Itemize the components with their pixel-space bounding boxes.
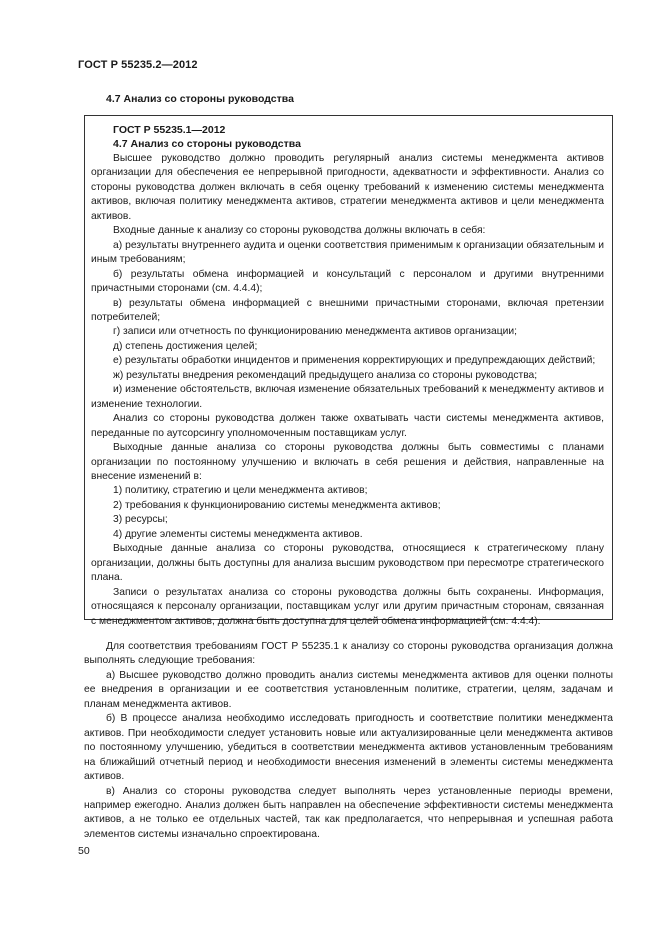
page-number: 50 — [78, 845, 90, 857]
quote-paragraph: Выходные данные анализа со стороны руководства должны быть совместимы с планами организации по постоянному улучшению и включать в себя решения и действия, направленные на внесение изменений в: — [91, 442, 604, 482]
quote-list-item: 3) ресурсы; — [113, 514, 168, 526]
quote-list-item: 4) другие элементы системы менеджмента активов. — [113, 528, 363, 540]
quote-list-item: и) изменение обстоятельств, включая изменение обязательных требований к менеджменту активов и изменение технологии. — [91, 384, 604, 410]
body-list-item: а) Высшее руководство должно проводить анализ системы менеджмента активов для оценки полноты ее внедрения в организации и ее соответствия установленным политике, стратегии, целям, задачам и планам менеджмента активов. — [84, 669, 613, 710]
quote-paragraph: Записи о результатах анализа со стороны руководства должны быть сохранены. Информация, относящаяся к персоналу организации, поставщикам услуг или другим причастным сторонам, связанная с менеджментом активов, должна быть доступна для целей обмена информацией (см. 4.4.4). — [91, 586, 604, 627]
quote-list-item: г) записи или отчетность по функционированию менеджмента активов организации; — [113, 326, 518, 338]
quote-list-item: д) степень достижения целей; — [113, 340, 258, 352]
quote-list-item: 1) политику, стратегию и цели менеджмента активов; — [113, 485, 368, 497]
quoted-standard-box — [84, 115, 613, 627]
section-title: 4.7 Анализ со стороны руководства — [106, 93, 294, 105]
quote-paragraph: Анализ со стороны руководства должен также охватывать части системы менеджмента активов, переданные по аутсорсингу уполномоченным поставщикам услуг. — [91, 413, 604, 439]
quoted-standard-code: ГОСТ Р 55235.1—2012 — [113, 124, 226, 136]
quote-paragraph: Входные данные к анализу со стороны руководства должны включать в себя: — [113, 225, 486, 237]
quote-list-item: 2) требования к функционированию системы менеджмента активов; — [113, 499, 441, 511]
body-paragraph: Для соответствия требованиям ГОСТ Р 55235.1 к анализу со стороны руководства организация должна выполнять следующие требования: — [84, 641, 613, 667]
quote-list-item: ж) результаты внедрения рекомендаций предыдущего анализа со стороны руководства; — [113, 369, 538, 381]
document-header: ГОСТ Р 55235.2—2012 — [78, 59, 198, 71]
quote-list-item: а) результаты внутреннего аудита и оценки соответствия применимым к организации обязательным и иным требованиям; — [91, 239, 604, 266]
quoted-section-title: 4.7 Анализ со стороны руководства — [113, 138, 301, 150]
quote-list-item: б) результаты обмена информацией и консультаций с персоналом и другими внутренними причастными сторонами (см. 4.4.4); — [91, 268, 604, 295]
quote-paragraph: Высшее руководство должно проводить регулярный анализ системы менеджмента активов организации для обеспечения ее непрерывной пригодности, адекватности и эффективности. Анализ со стороны руководства должен включать в себя оценку требований к изменению системы менеджмента активов, включая политику менеджмента активов, стратегии менеджмента активов и цели менеджмента активов. — [91, 153, 604, 222]
main-text — [84, 640, 613, 842]
quote-list-item: в) результаты обмена информацией с внешними причастными сторонами, включая претензии потребителей; — [91, 297, 604, 323]
quote-paragraph: Выходные данные анализа со стороны руководства, относящиеся к стратегическому плану организации, должны быть доступны для анализа высшим руководством при пересмотре стратегического плана. — [91, 543, 604, 584]
body-list-item: б) В процессе анализа необходимо исследовать пригодность и соответствие политики менеджмента активов. При необходимости следует установить новые или актуализированные цели менеджмента активов по постоянному улучшению, убедиться в соответствии менеджмента активов установленным требованиям на ближайший отчетный период и необходимости внесения изменений в элементы системы менеджмента активов. — [84, 713, 613, 783]
quote-list-item: е) результаты обработки инцидентов и применения корректирующих и предупреждающих действий; — [113, 355, 596, 367]
body-list-item: в) Анализ со стороны руководства следует выполнять через установленные периоды времени, например ежегодно. Анализ должен быть направлен на обеспечение эффективности системы менеджмента активов, а не только ее отдельных частей, так как предполагается, что непрерывная и успешная работа элементов системы изначально спроектирована. — [84, 785, 613, 840]
